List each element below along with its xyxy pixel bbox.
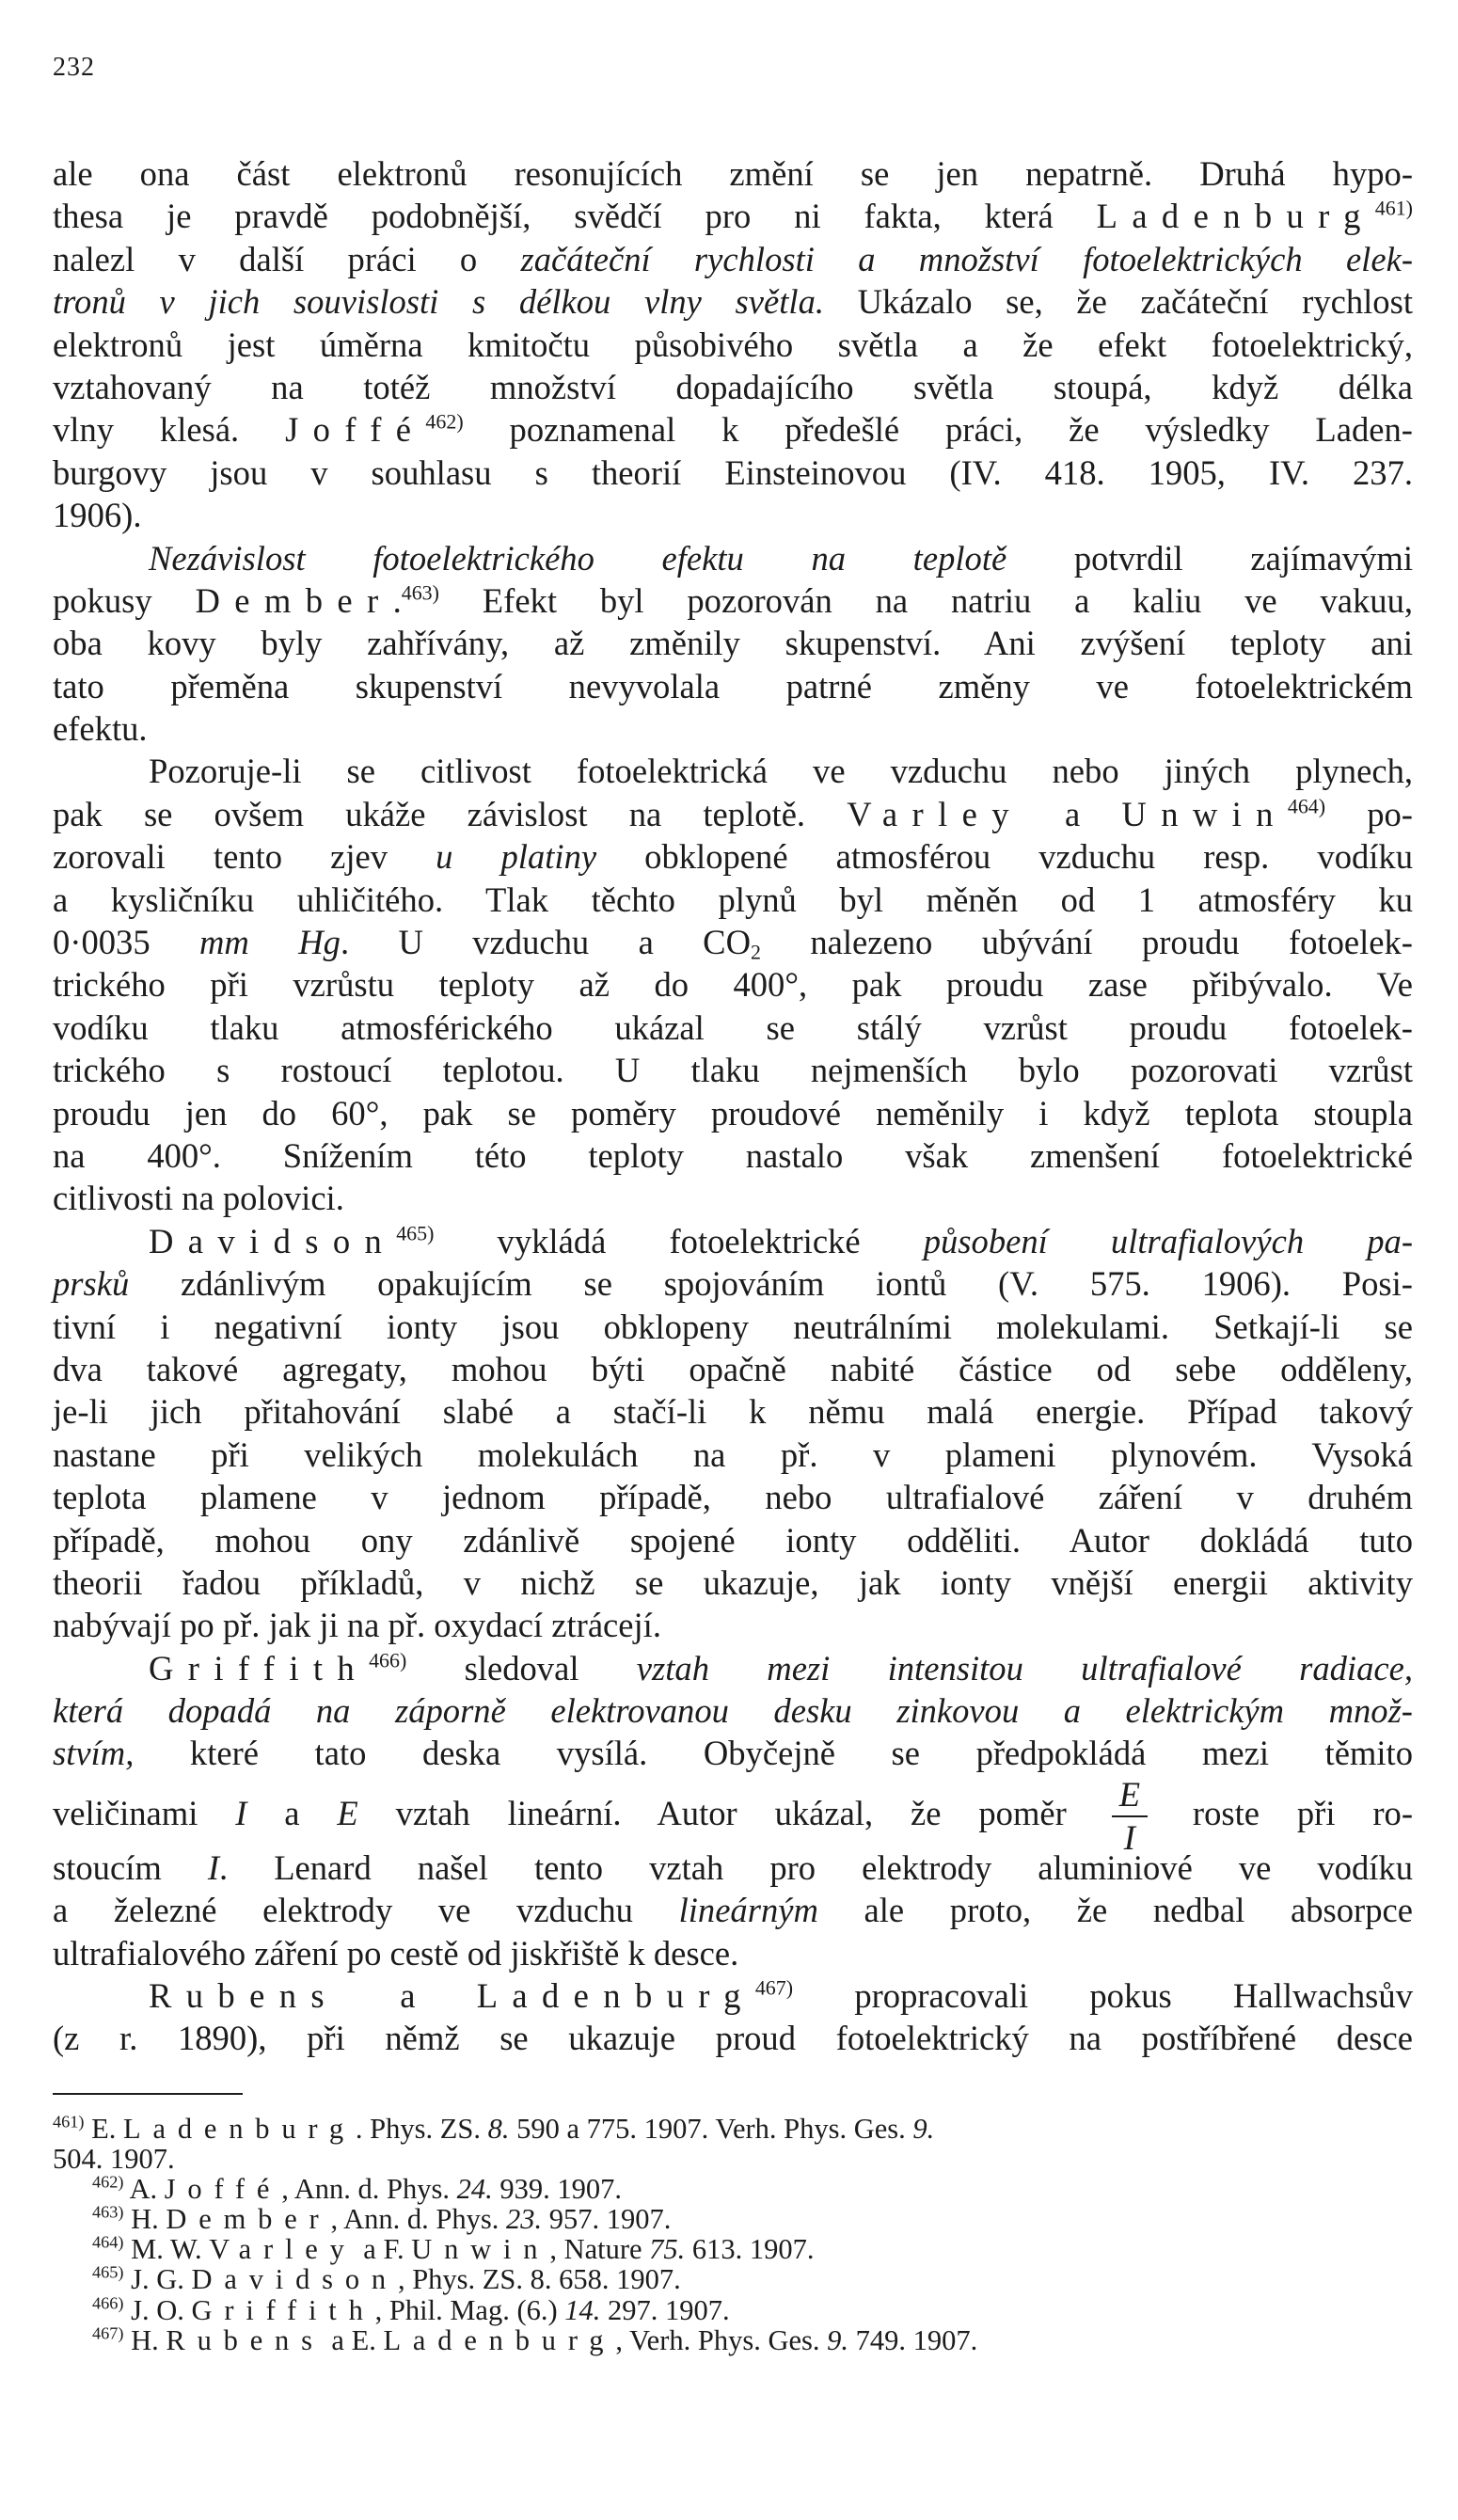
text-line xyxy=(53,408,1413,451)
footnote xyxy=(53,2114,1413,2144)
text-line xyxy=(53,1974,1413,2017)
text-run: , Phil. Mag. (6.) xyxy=(374,2293,565,2326)
text-run: 957. 1907. xyxy=(542,2203,672,2236)
reference-number: 467) xyxy=(754,1975,794,2000)
text-line xyxy=(53,1774,1413,1858)
text-run: 504. 1907. xyxy=(53,2143,175,2176)
emphasis-text: 23. xyxy=(505,2203,543,2236)
author-name: Davidson xyxy=(191,2263,398,2296)
footnote xyxy=(53,2204,1413,2234)
footnote xyxy=(53,2174,1413,2204)
text-line xyxy=(53,1732,1413,1774)
reference-number: 466) xyxy=(369,1648,407,1672)
text-line xyxy=(53,1889,1413,1931)
emphasis-text: lineárným xyxy=(678,1891,818,1930)
text-run: které tato deska vysílá. Obyčejně se předpokládá mezi těmito xyxy=(134,1734,1413,1773)
text-run: M. W. xyxy=(123,2233,210,2266)
author-name: Rubens xyxy=(149,1976,339,2016)
reference-number: 464) xyxy=(92,2233,124,2253)
text-run: zorovali tento zjev xyxy=(53,837,436,877)
text-line xyxy=(53,879,1413,921)
text-run: případě, mohou ony zdánlivě spojené ionty odděliti. Autor dokládá tuto xyxy=(53,1520,1413,1560)
text-run: vodíku tlaku atmosférického ukázal se stálý vzrůst proudu fotoelek- xyxy=(53,1007,1413,1047)
text-run: a xyxy=(246,1793,338,1832)
text-run: J. G. xyxy=(123,2263,192,2296)
text-run: , Ann. d. Phys. xyxy=(330,2203,506,2236)
author-name: Griffith xyxy=(149,1648,370,1688)
text-line xyxy=(53,1476,1413,1518)
author-name: Dember xyxy=(195,580,393,620)
text-run: vlny klesá. xyxy=(53,410,286,450)
text-run: Pozoruje-li se citlivost fotoelektrická ve vzduchu nebo jiných plynech, xyxy=(149,752,1413,791)
text-run: ale proto, že nedbal absorpce xyxy=(817,1891,1413,1930)
text-run: a železné elektrody ve vzduchu xyxy=(53,1891,679,1930)
text-run: propracovali pokus Hallwachsův xyxy=(793,1976,1413,2016)
author-name: Davidson xyxy=(149,1221,397,1260)
text-run: a F. xyxy=(356,2233,412,2266)
text-run: vztah lineární. Autor ukázal, že poměr xyxy=(357,1793,1104,1832)
text-line xyxy=(53,622,1413,664)
text-run: a xyxy=(338,1976,477,2016)
emphasis-text: E xyxy=(337,1793,358,1832)
text-run: efektu. xyxy=(53,709,148,749)
reference-number: 465) xyxy=(396,1221,435,1245)
text-run: a E. xyxy=(324,2323,384,2356)
text-run: dva takové agregaty, mohou býti opačně nabité částice od sebe odděleny, xyxy=(53,1349,1413,1388)
emphasis-text: začáteční rychlosti a množství fotoelektrických elek- xyxy=(520,239,1413,278)
emphasis-text: 9. xyxy=(912,2113,935,2145)
text-line xyxy=(53,1689,1413,1732)
text-line xyxy=(53,1561,1413,1604)
emphasis-text: 14. xyxy=(564,2293,601,2326)
fraction-numerator: E xyxy=(1112,1778,1148,1818)
text-run: pak se ovšem ukáže závislost na teplotě. xyxy=(53,794,848,833)
text-run: 0·0035 xyxy=(53,923,200,962)
text-run: a kysličníku uhličitého. Tlak těchto plynů byl měněn od 1 atmosféry ku xyxy=(53,880,1413,919)
emphasis-text: Nezávislost fotoelektrického efektu na teplotě xyxy=(149,538,1007,578)
text-run: nalezl v další práci o xyxy=(53,239,521,278)
author-name: Joffé xyxy=(164,2173,282,2206)
emphasis-text: 75. xyxy=(649,2233,686,2266)
text-run: poznamenal k předešlé práci, že výsledky Laden- xyxy=(463,410,1413,450)
text-line xyxy=(53,1519,1413,1561)
emphasis-text: u platiny xyxy=(436,837,597,877)
reference-number: 462) xyxy=(425,409,464,434)
fraction-denominator: I xyxy=(1123,1818,1135,1858)
text-run: sledoval xyxy=(406,1648,637,1688)
text-line xyxy=(53,1134,1413,1177)
emphasis-text: I xyxy=(207,1847,220,1887)
subscript: 2 xyxy=(751,940,761,964)
author-name: Ladenburg xyxy=(1096,197,1375,236)
text-run: , Verh. Phys. Ges. xyxy=(615,2323,828,2356)
author-name: Ladenburg xyxy=(476,1976,755,2016)
text-line xyxy=(53,1092,1413,1134)
author-name: Unwin xyxy=(1121,794,1288,833)
text-run: vykládá fotoelektrické xyxy=(434,1221,924,1260)
author-name: Ladenburg xyxy=(123,2113,356,2145)
text-run: (z r. 1890), při němž se ukazuje proud fotoelektrický na postříbřené desce xyxy=(53,2019,1413,2058)
text-run: 613. 1907. xyxy=(685,2233,815,2266)
footnote xyxy=(53,2234,1413,2264)
author-name: Ladenburg xyxy=(383,2323,616,2356)
text-run: H. xyxy=(123,2203,166,2236)
text-run: 1906). xyxy=(53,496,142,535)
emphasis-text: působení ultrafialových pa- xyxy=(923,1221,1413,1260)
text-run: 749. 1907. xyxy=(848,2323,978,2356)
text-run: . U vzduchu a CO xyxy=(340,923,751,962)
text-run: H. xyxy=(123,2323,166,2356)
text-run: . xyxy=(392,580,402,620)
text-line xyxy=(53,2017,1413,2059)
footnotes xyxy=(53,2114,1413,2355)
reference-number: 461) xyxy=(1374,196,1413,220)
text-run: , Nature xyxy=(549,2233,650,2266)
reference-number: 462) xyxy=(92,2172,124,2192)
author-name: Varley xyxy=(847,794,1023,833)
author-name: Rubens xyxy=(166,2323,325,2356)
text-run: vztahovaný na totéž množství dopadajícího světla stoupá, když délka xyxy=(53,367,1413,406)
emphasis-text: která dopadá na záporně elektrovanou desku zinkovou a elektrickým množ- xyxy=(53,1691,1413,1731)
text-run: A. xyxy=(123,2173,165,2206)
text-line xyxy=(53,494,1413,536)
text-line xyxy=(53,1220,1413,1262)
text-run: a xyxy=(1022,794,1122,833)
text-line xyxy=(53,280,1413,323)
text-line xyxy=(53,152,1413,195)
text-run: teplota plamene v jednom případě, nebo ultrafialové záření v druhém xyxy=(53,1478,1413,1517)
text-run: Ukázalo se, že začáteční rychlost xyxy=(824,282,1413,322)
text-line xyxy=(53,921,1413,963)
author-name: Unwin xyxy=(411,2233,550,2266)
footnote xyxy=(53,2264,1413,2294)
text-run: ale ona část elektronů resonujících změní se jen nepatrně. Druhá hypo- xyxy=(53,154,1413,193)
text-run: . Phys. ZS. xyxy=(355,2113,488,2145)
text-run: trického při vzrůstu teploty až do 400°, pak proudu zase přibývalo. Ve xyxy=(53,965,1413,1005)
text-run: theorii řadou příkladů, v nichž se ukazuje, jak ionty vnější energii aktivity xyxy=(53,1562,1413,1602)
text-line xyxy=(53,1846,1413,1889)
emphasis-text: 24. xyxy=(456,2173,493,2206)
text-line xyxy=(53,195,1413,237)
text-run: obklopené atmosférou vzduchu resp. vodíku xyxy=(596,837,1414,877)
text-run: zdánlivým opakujícím se spojováním iontů (V. 575. 1906). Posi- xyxy=(129,1264,1413,1304)
text-line xyxy=(53,537,1413,579)
text-run: burgovy jsou v souhlasu s theorií Einsteinovou (IV. 418. 1905, IV. 237. xyxy=(53,452,1413,492)
footnote xyxy=(53,2144,1413,2174)
text-line xyxy=(53,963,1413,1006)
reference-number: 465) xyxy=(92,2263,124,2283)
text-line xyxy=(53,1262,1413,1305)
text-run: J. O. xyxy=(123,2293,192,2326)
text-line xyxy=(53,366,1413,408)
text-line xyxy=(53,1348,1413,1390)
reference-number: 466) xyxy=(92,2293,124,2313)
text-run: 590 a 775. 1907. Verh. Phys. Ges. xyxy=(509,2113,913,2145)
text-run: nastane při velikých molekulách na př. v plameni plynovém. Vysoká xyxy=(53,1434,1413,1474)
emphasis-text: tronů v jich souvislosti s délkou vlny světla. xyxy=(53,282,824,322)
text-run: ultrafialového záření po cestě od jiskřiště k desce. xyxy=(53,1933,739,1973)
text-line xyxy=(53,793,1413,835)
text-run: pokusy xyxy=(53,580,196,620)
reference-number: 461) xyxy=(53,2112,85,2132)
text-line xyxy=(53,1434,1413,1476)
text-run: proudu jen do 60°, pak se poměry proudové neměnily i když teplota stoupla xyxy=(53,1093,1413,1133)
text-line xyxy=(53,1647,1413,1689)
emphasis-text: prsků xyxy=(53,1264,130,1304)
reference-number: 463) xyxy=(92,2202,124,2222)
text-run: nabývají po př. jak ji na př. oxydací ztrácejí. xyxy=(53,1606,661,1645)
text-run: . Lenard našel tento vztah pro elektrody aluminiové ve vodíku xyxy=(219,1847,1413,1887)
text-run: E. xyxy=(84,2113,124,2145)
text-run: tato přeměna skupenství nevyvolala patrné změny ve fotoelektrickém xyxy=(53,666,1413,705)
text-line xyxy=(53,1306,1413,1348)
reference-number: 463) xyxy=(401,580,439,605)
text-run: 939. 1907. xyxy=(492,2173,623,2206)
reference-number: 467) xyxy=(92,2323,124,2343)
reference-number: 464) xyxy=(1287,794,1326,818)
emphasis-text: 8. xyxy=(487,2113,510,2145)
author-name: Joffé xyxy=(285,410,426,450)
text-run: citlivosti na polovici. xyxy=(53,1179,344,1218)
text-line xyxy=(53,324,1413,366)
text-line xyxy=(53,238,1413,280)
text-run: veličinami xyxy=(53,1793,236,1832)
page-number: 232 xyxy=(53,53,95,82)
text-run: je-li jich přitahování slabé a stačí-li k němu malá energie. Případ takový xyxy=(53,1392,1413,1432)
footnote xyxy=(53,2325,1413,2355)
text-run: po- xyxy=(1325,794,1413,833)
emphasis-text: vztah mezi intensitou ultrafialové radiace, xyxy=(636,1648,1413,1688)
text-run: Efekt byl pozorován na natriu a kaliu ve vakuu, xyxy=(438,580,1414,620)
author-name: Griffith xyxy=(191,2293,375,2326)
text-run: thesa je pravdě podobnější, svědčí pro ni fakta, která xyxy=(53,197,1097,236)
text-run: potvrdil zajímavými xyxy=(1006,538,1414,578)
text-line xyxy=(53,1177,1413,1219)
text-line xyxy=(53,1932,1413,1974)
text-line xyxy=(53,1390,1413,1433)
text-line xyxy=(53,835,1413,878)
text-line xyxy=(53,750,1413,792)
text-run: elektronů jest úměrna kmitočtu působivého světla a že efekt fotoelektrický, xyxy=(53,325,1413,364)
text-run: nalezeno ubývání proudu fotoelek- xyxy=(760,923,1413,962)
body-text xyxy=(53,152,1413,2060)
fraction xyxy=(1112,1774,1148,1858)
author-name: Dember xyxy=(166,2203,331,2236)
text-line xyxy=(53,1006,1413,1049)
emphasis-text: mm Hg xyxy=(199,923,341,962)
text-line xyxy=(53,452,1413,494)
text-run: 297. 1907. xyxy=(600,2293,730,2326)
text-run: , Ann. d. Phys. xyxy=(281,2173,457,2206)
text-line xyxy=(53,1604,1413,1646)
emphasis-text: I xyxy=(235,1793,247,1832)
text-line xyxy=(53,665,1413,707)
emphasis-text: stvím, xyxy=(53,1734,135,1773)
text-run: roste při ro- xyxy=(1155,1793,1413,1832)
text-run: na 400°. Snížením této teploty nastalo však zmenšení fotoelektrické xyxy=(53,1135,1413,1175)
footnote-separator xyxy=(53,2093,243,2095)
author-name: Varley xyxy=(209,2233,357,2266)
footnote xyxy=(53,2295,1413,2325)
text-line xyxy=(53,579,1413,622)
emphasis-text: 9. xyxy=(827,2323,849,2356)
text-line xyxy=(53,707,1413,750)
text-run: trického s rostoucí teplotou. U tlaku nejmenších bylo pozorovati vzrůst xyxy=(53,1051,1413,1090)
text-run: stoucím xyxy=(53,1847,208,1887)
text-run: tivní i negativní ionty jsou obklopeny neutrálními molekulami. Setkají-li se xyxy=(53,1307,1413,1346)
text-line xyxy=(53,1049,1413,1091)
text-run: oba kovy byly zahřívány, až změnily skupenství. Ani zvýšení teploty ani xyxy=(53,624,1413,663)
text-run: , Phys. ZS. 8. 658. 1907. xyxy=(397,2263,681,2296)
